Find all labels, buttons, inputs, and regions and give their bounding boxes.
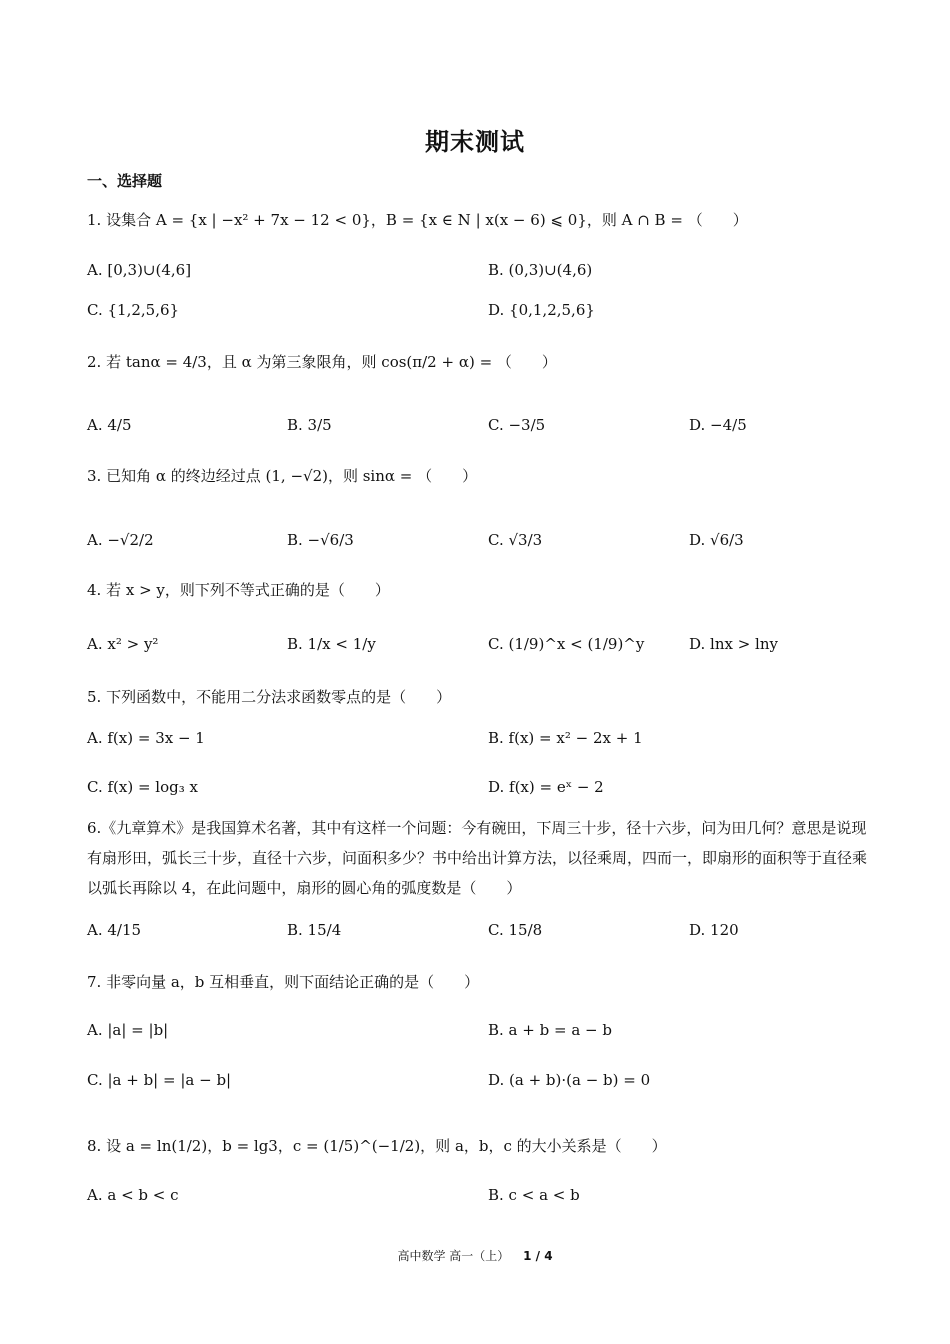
q5-option-b: B. f(x) = x² − 2x + 1 xyxy=(488,729,643,747)
q8-option-a: A. a < b < c xyxy=(87,1186,179,1204)
q2-option-c: C. −3/5 xyxy=(488,416,546,434)
page-number: 1 / 4 xyxy=(523,1249,553,1263)
q1-option-a: A. [0,3)∪(4,6] xyxy=(87,261,192,279)
question-4: 4. 若 x > y，则下列不等式正确的是（ ） xyxy=(87,581,390,599)
question-3: 3. 已知角 α 的终边经过点 (1, −√2)，则 sinα = （ ） xyxy=(87,467,478,485)
q3-option-d: D. √6/3 xyxy=(689,531,744,549)
section-heading: 一、选择题 xyxy=(87,172,163,190)
q1-option-d: D. {0,1,2,5,6} xyxy=(488,301,595,319)
q6-option-d: D. 120 xyxy=(689,921,739,939)
q7-option-d: D. (a + b)·(a − b) = 0 xyxy=(488,1071,651,1089)
q5-option-a: A. f(x) = 3x − 1 xyxy=(87,729,205,747)
q3-option-a: A. −√2/2 xyxy=(87,531,154,549)
q6-option-c: C. 15/8 xyxy=(488,921,543,939)
q5-option-d: D. f(x) = eˣ − 2 xyxy=(488,778,604,796)
q7-option-a: A. |a| = |b| xyxy=(87,1021,169,1039)
q1-option-b: B. (0,3)∪(4,6) xyxy=(488,261,593,279)
q2-option-a: A. 4/5 xyxy=(87,416,132,434)
q3-option-b: B. −√6/3 xyxy=(287,531,354,549)
question-2: 2. 若 tanα = 4/3，且 α 为第三象限角，则 cos(π/2 + α) = （ ） xyxy=(87,353,557,371)
q6-option-a: A. 4/15 xyxy=(87,921,142,939)
page-footer xyxy=(0,1247,950,1264)
footer-subject: 高中数学 高一（上） xyxy=(397,1249,510,1263)
q2-option-d: D. −4/5 xyxy=(689,416,747,434)
q1-option-c: C. {1,2,5,6} xyxy=(87,301,180,319)
question-1: 1. 设集合 A = {x | −x² + 7x − 12 < 0}，B = {x ∈ N | x(x − 6) ⩽ 0}，则 A ∩ B = （ ） xyxy=(87,211,748,229)
q5-option-c: C. f(x) = log₃ x xyxy=(87,778,198,796)
q4-option-d: D. lnx > lny xyxy=(689,635,778,653)
q3-option-c: C. √3/3 xyxy=(488,531,543,549)
question-6: 6.《九章算术》是我国算术名著，其中有这样一个问题：今有碗田，下周三十步，径十六步，问为田几何？意思是说现有扇形田，弧长三十步，直径十六步，问面积多少？书中给出计算方法，以径乘周，四而一，即扇形的面积等于直径乘以弧长再除以 4，在此问题中，扇形的圆心角的弧度数是（ ） xyxy=(87,819,868,897)
question-7: 7. 非零向量 a，b 互相垂直，则下面结论正确的是（ ） xyxy=(87,973,480,991)
q4-option-c: C. (1/9)^x < (1/9)^y xyxy=(488,635,645,653)
q7-option-c: C. |a + b| = |a − b| xyxy=(87,1071,232,1089)
q7-option-b: B. a + b = a − b xyxy=(488,1021,612,1039)
q8-option-b: B. c < a < b xyxy=(488,1186,580,1204)
question-8: 8. 设 a = ln(1/2)，b = lg3，c = (1/5)^(−1/2)，则 a，b，c 的大小关系是（ ） xyxy=(87,1137,667,1155)
q6-option-b: B. 15/4 xyxy=(287,921,342,939)
question-5: 5. 下列函数中，不能用二分法求函数零点的是（ ） xyxy=(87,688,452,706)
q4-option-b: B. 1/x < 1/y xyxy=(287,635,376,653)
page-title: 期末测试 xyxy=(425,128,525,156)
q4-option-a: A. x² > y² xyxy=(87,635,159,653)
q2-option-b: B. 3/5 xyxy=(287,416,332,434)
